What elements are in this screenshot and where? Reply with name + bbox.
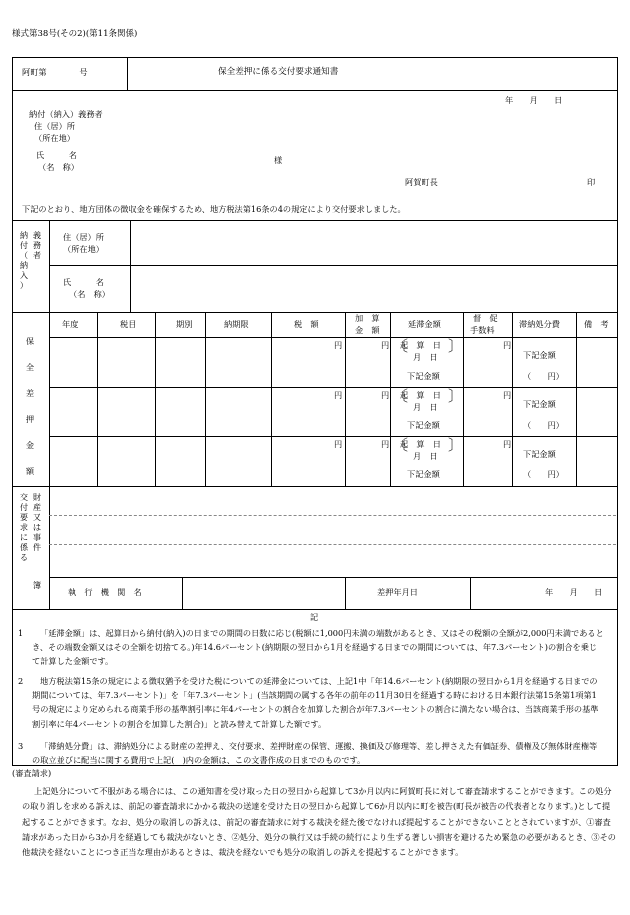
seal-mark: 印 <box>587 177 596 187</box>
bracket-right: 〕 <box>448 436 464 454</box>
document-title: 保全差押に係る交付要求通知書 <box>218 67 339 77</box>
bracket-left: 〔 <box>393 436 409 454</box>
delinquency-start-label: 起 算 日 <box>400 390 441 400</box>
bracket-left: 〔 <box>393 337 409 355</box>
col-tax-amount: 税 額 <box>294 319 319 329</box>
execution-agency-label: 執 行 機 関 名 <box>68 587 142 597</box>
below-amount-label: 下記金額 <box>407 371 440 381</box>
property-side-label-2: 交 付 要 求 に 係 る <box>19 492 29 562</box>
obligor-name-label: 氏 名 <box>63 277 104 287</box>
delinquency-start-label: 起 算 日 <box>400 340 441 350</box>
col-period: 期別 <box>176 319 193 329</box>
below-amount-label: 下記金額 <box>407 420 440 430</box>
col-surcharge-2: 金 額 <box>355 325 380 335</box>
col-disposition-cost: 滞納処分費 <box>519 319 560 329</box>
col-demand-fee-2: 手数料 <box>470 325 495 335</box>
obligor-address-label: 住（居）所 <box>63 232 104 242</box>
cost-below-amount: 下記金額 <box>523 449 556 459</box>
bracket-left: 〔 <box>393 387 409 405</box>
seizure-date-label: 差押年月日 <box>377 587 418 597</box>
intro-text: 下記のとおり、地方団体の徴収金を確保するため、地方税法第16条の4の規定により交付要求しました。 <box>22 204 406 214</box>
issue-date: 年 月 日 <box>505 95 563 105</box>
notes-heading: 記 <box>310 612 319 622</box>
month-day-label: 月 日 <box>413 352 438 362</box>
bracket-right: 〕 <box>448 337 464 355</box>
cost-below-amount: 下記金額 <box>523 350 556 360</box>
col-year: 年度 <box>62 319 79 329</box>
tax-yen: 円 <box>334 390 343 400</box>
cost-paren-yen: （ 円） <box>523 469 564 479</box>
review-text: 上記処分について不服がある場合には、この通知書を受け取った日の翌日から起算して3か月以内に阿賀町長に対して審査請求することができます。この処分の取り消しを求める訴えは、前記の審査請求にかかる裁決の送達を受けた日の翌日から起算して6か月以内に町を被告(町長が被告の代表者となります。)として提起することができます。なお、処分の取消しの訴えは、前記の審査請求に対する裁決を経た後でなければ提起することができないこととされていますが、①審査請求があった日から3か月を経過しても裁決がないとき、②処分、処分の執行又は手続の続行により生ずる著しい損害を避けるため緊急の必要があるとき、③その他裁決を経ないことにつき正当な理由があるときは、裁決を経ないでも処分の取消しの訴えを提起することができます。 <box>22 786 616 858</box>
review-heading: (審査請求) <box>12 768 52 778</box>
fee-yen: 円 <box>503 340 512 350</box>
col-remarks: 備 考 <box>584 319 609 329</box>
tax-yen: 円 <box>334 439 343 449</box>
location-label: （所在地） <box>34 133 75 143</box>
cost-below-amount: 下記金額 <box>523 399 556 409</box>
obligor-side-label-2: 義 務 者 <box>32 230 42 260</box>
obligor-location-label: （所在地） <box>63 244 104 254</box>
surcharge-yen: 円 <box>381 390 390 400</box>
fee-yen: 円 <box>503 439 512 449</box>
note-item-3: 3 「滞納処分費」は、滞納処分による財産の差押え、交付要求、差押財産の保管、運搬、換価及び修理等、差し押さえた有価証券、債権及び無体財産権等の取立並びに配当に関する費用で上記( )内の金額は、この文書作成の日までのものです。 <box>18 741 598 766</box>
month-day-label: 月 日 <box>413 402 438 412</box>
sender-name: 阿賀町長 <box>405 177 438 187</box>
note-item-2: 2 地方税法第15条の規定による徴収猶予を受けた税についての延滞金については、上記1中「年14.6パーセント(納期限の翌日から1月を経過する日までの期間については、年7.3パーセント)」を「年7.3パーセント」(当該期間の属する各年の前年の11月30日を経過する時における日本銀行法第15条第1項第1号の規定により定められる商業手形の基準割引率に年4パーセントの割合を加算した割合が年7.3パーセントの割合に満たない場合は、当該商業手形の基準割引率に年4パーセントの割合を加算した割合)」と読み替えて計算した額です。 <box>18 676 599 729</box>
surcharge-yen: 円 <box>381 439 390 449</box>
form-number: 様式第38号(その2)(第11条関係) <box>12 29 138 39</box>
note-item-1: 1 「延滞金額」は、起算日から納付(納入)の日までの期間の日数に応じ(税額に1,000円未満の端数があるとき、又はその税額の全額が2,000円未満であるとき、その端数金額又はその全額を切捨てる。)年14.6パーセント(納期限の翌日から1月を経過する日までの期間については、年7.3パーセント)の割合を乗じて計算した金額です。 <box>18 628 604 667</box>
cost-paren-yen: （ 円） <box>523 420 564 430</box>
below-amount-label: 下記金額 <box>407 469 440 479</box>
seizure-date-blank: 年 月 日 <box>545 587 603 597</box>
col-surcharge-1: 加 算 <box>355 313 380 323</box>
obligor-side-label-1: 納 付 （ 納 入 ） <box>19 230 29 290</box>
col-delinquency: 延滞金額 <box>408 319 441 329</box>
address-label: 住（居）所 <box>34 121 75 131</box>
name-sub-label: （名 称） <box>38 162 79 172</box>
cost-paren-yen: （ 円） <box>523 371 564 381</box>
document-number-label: 阿町第 号 <box>22 67 88 77</box>
col-demand-fee-1: 督 促 <box>473 313 498 323</box>
surcharge-yen: 円 <box>381 340 390 350</box>
seizure-amount-side-label: 保 全 差 押 金 額 <box>25 336 35 476</box>
honorific: 様 <box>274 155 283 165</box>
name-label: 氏 名 <box>36 150 77 160</box>
obligor-label: 納付（納入）義務者 <box>29 109 103 119</box>
month-day-label: 月 日 <box>413 451 438 461</box>
col-due-date: 納期限 <box>224 319 249 329</box>
delinquency-start-label: 起 算 日 <box>400 439 441 449</box>
bracket-right: 〕 <box>448 387 464 405</box>
obligor-name-sub-label: （名 称） <box>69 289 110 299</box>
col-tax-item: 税目 <box>120 319 137 329</box>
fee-yen: 円 <box>503 390 512 400</box>
property-side-label-3: 簿 <box>32 580 42 590</box>
property-side-label-1: 財 産 又 は 事 件 <box>32 492 42 552</box>
tax-yen: 円 <box>334 340 343 350</box>
